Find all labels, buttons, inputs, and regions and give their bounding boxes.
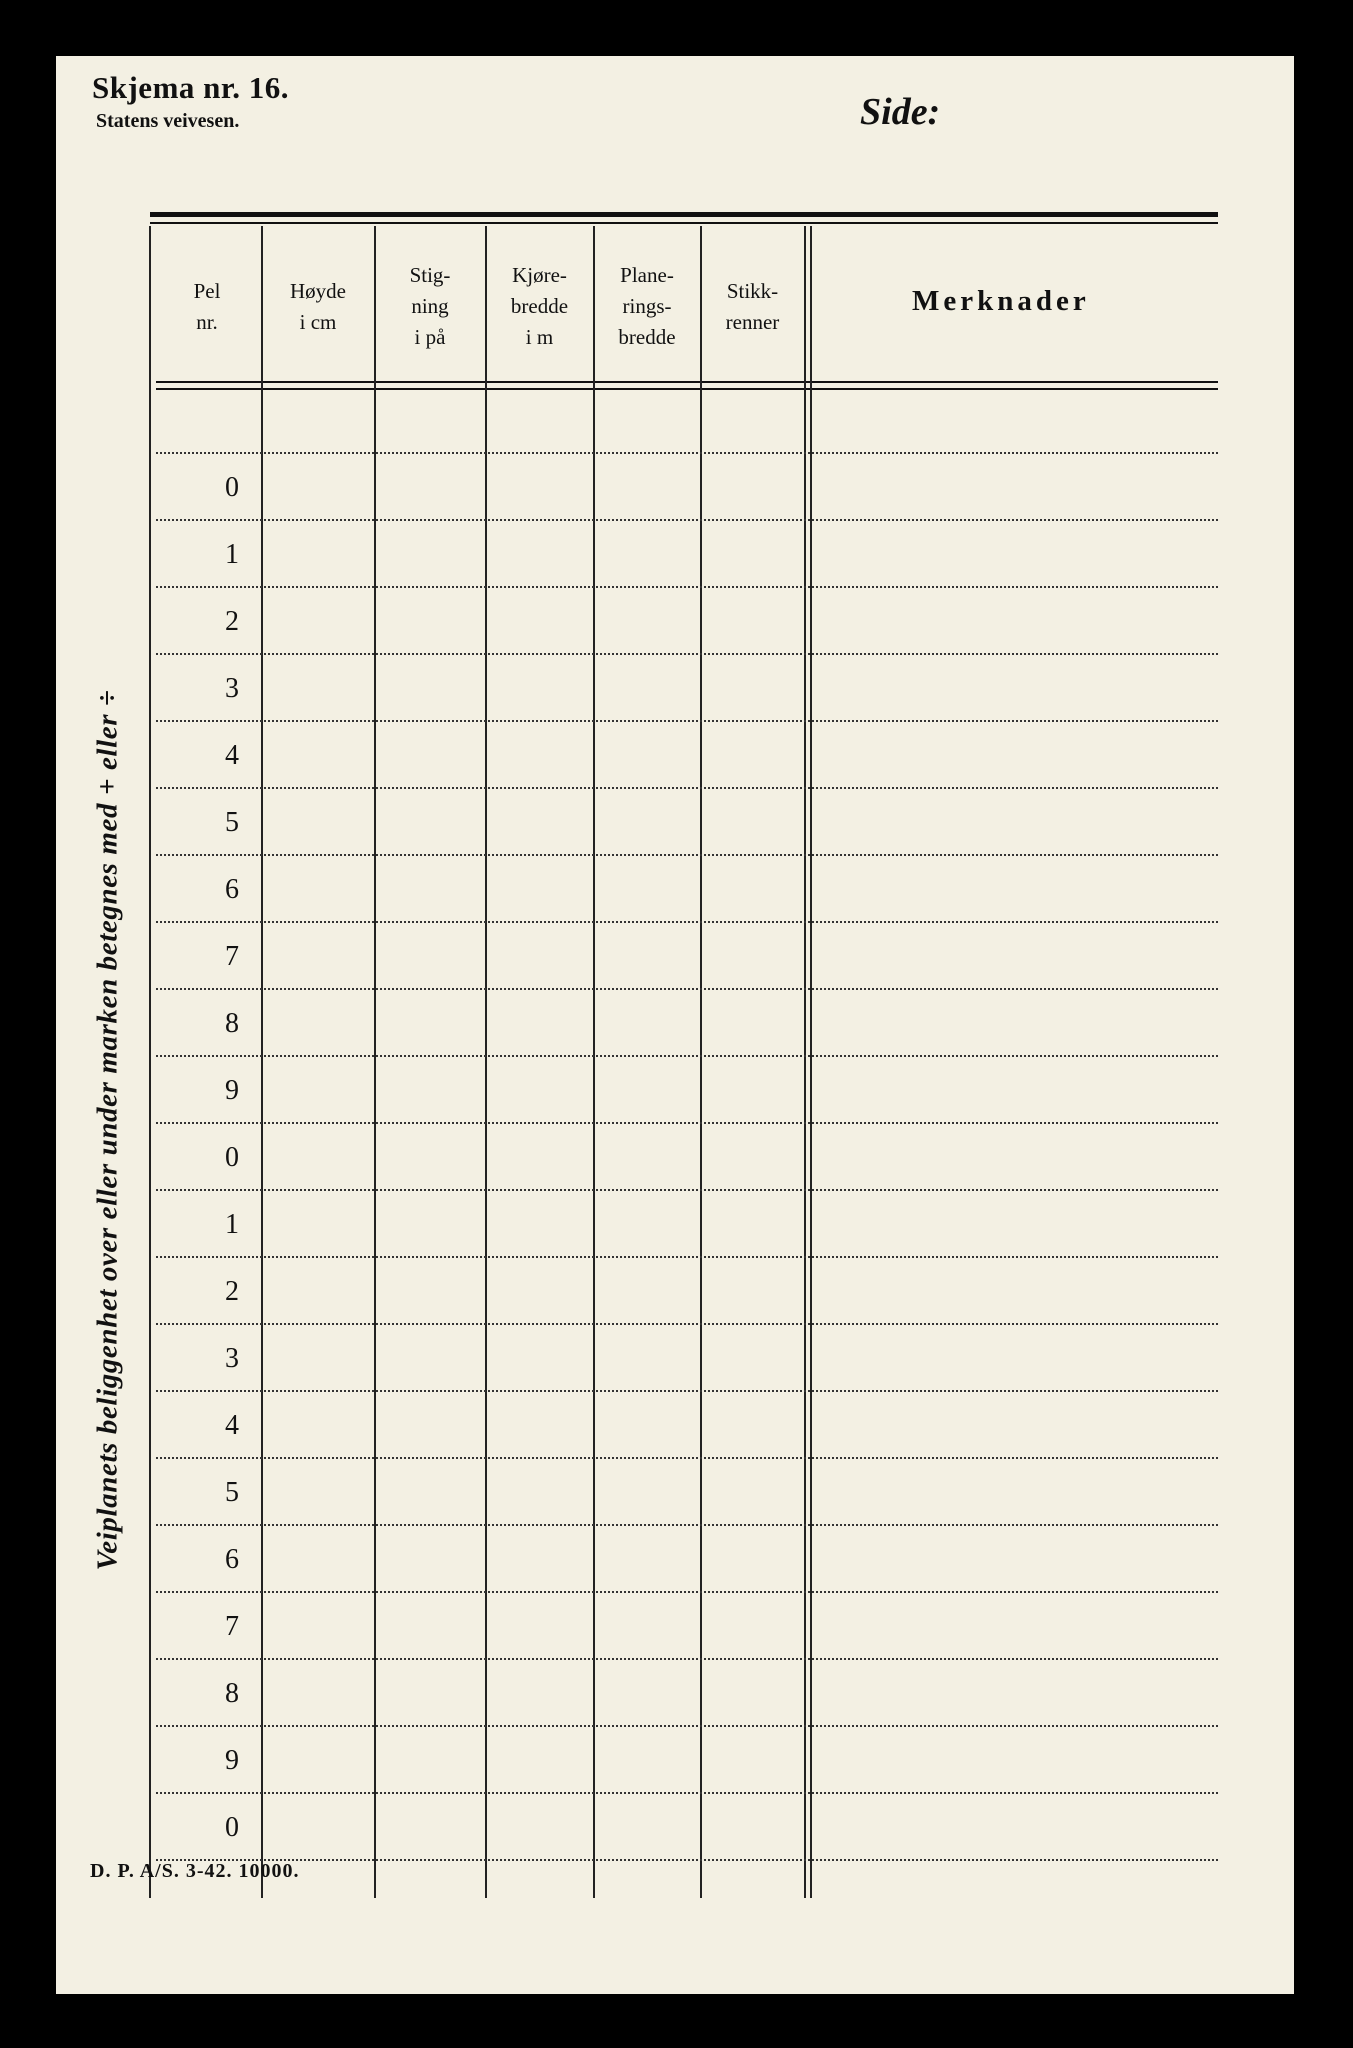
side-note: Veiplanets beliggenhet over eller under marken betegnes med + eller ÷ [91, 689, 124, 1571]
row-number: 3 [225, 673, 239, 704]
column-header-pel: Pel nr. [193, 279, 221, 334]
form-title: Skjema nr. 16. [92, 70, 290, 105]
form-organization: Statens veivesen. [96, 110, 240, 132]
row-number: 6 [225, 1544, 239, 1575]
column-divider [804, 226, 806, 1898]
row-line [156, 1122, 1218, 1124]
row-number: 1 [225, 1209, 239, 1240]
column-header-planeringsbredde: Plane- rings- bredde [618, 263, 676, 349]
row-line [156, 452, 1218, 454]
row-number: 4 [225, 740, 239, 771]
column-divider [149, 226, 151, 1898]
row-line [156, 1256, 1218, 1258]
row-number: 7 [225, 1611, 239, 1642]
column-header-stikkrenner: Stikk- renner [725, 279, 780, 334]
row-line [156, 988, 1218, 990]
column-header-rule-bottom [156, 388, 1218, 390]
row-line [156, 1189, 1218, 1191]
row-line [156, 1591, 1218, 1593]
row-line [156, 787, 1218, 789]
column-header-merknader: Merknader [912, 285, 1090, 317]
row-line [156, 854, 1218, 856]
column-divider [700, 226, 702, 1898]
row-line [156, 653, 1218, 655]
row-number: 2 [225, 1276, 239, 1307]
column-header-kjorebredde: Kjøre- bredde i m [510, 263, 569, 349]
row-number: 9 [225, 1745, 239, 1776]
row-number: 3 [225, 1343, 239, 1374]
row-line [156, 1524, 1218, 1526]
row-number: 2 [225, 606, 239, 637]
row-number: 6 [225, 874, 239, 905]
row-line [156, 1457, 1218, 1459]
column-divider [374, 226, 376, 1898]
header-rule-bottom [150, 222, 1218, 224]
row-line [156, 1658, 1218, 1660]
column-header-stigning: Stig- ning i på [409, 263, 451, 349]
column-divider [593, 226, 595, 1898]
page-label: Side: [860, 91, 941, 133]
row-line [156, 1323, 1218, 1325]
row-number: 8 [225, 1008, 239, 1039]
row-line [156, 720, 1218, 722]
row-number: 5 [225, 1477, 239, 1508]
row-line [156, 1792, 1218, 1794]
row-line [156, 921, 1218, 923]
header-rule-top [150, 212, 1218, 217]
row-line [156, 586, 1218, 588]
row-line [156, 1055, 1218, 1057]
row-number: 5 [225, 807, 239, 838]
column-header-rule-top [156, 381, 1218, 383]
row-line [156, 1390, 1218, 1392]
row-line [156, 1859, 1218, 1861]
column-divider [485, 226, 487, 1898]
row-line [156, 519, 1218, 521]
row-number: 0 [225, 472, 239, 503]
row-number: 0 [225, 1812, 239, 1843]
row-number: 7 [225, 941, 239, 972]
column-divider [810, 226, 812, 1898]
row-number: 9 [225, 1075, 239, 1106]
footer-print-info: D. P. A/S. 3-42. 10000. [90, 1860, 300, 1882]
row-number: 8 [225, 1678, 239, 1709]
row-line [156, 1725, 1218, 1727]
row-number: 4 [225, 1410, 239, 1441]
column-header-hoyde: Høyde i cm [290, 279, 346, 334]
row-number: 1 [225, 539, 239, 570]
row-number: 0 [225, 1142, 239, 1173]
